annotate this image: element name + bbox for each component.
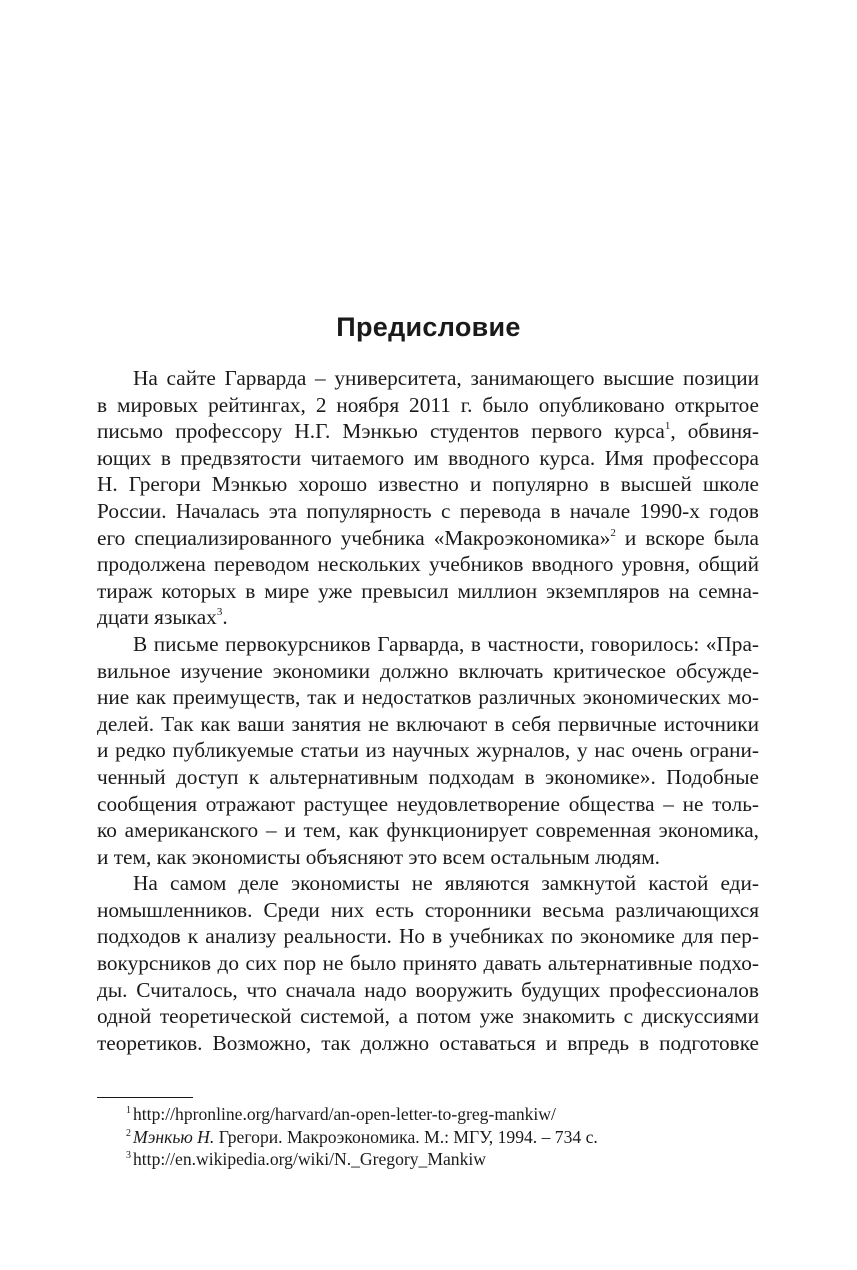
text-line: делей. Так как ваши занятия не включают в себя первичные источники <box>97 711 759 736</box>
footnote-separator <box>97 1097 193 1098</box>
text-line: На самом деле экономисты не являются замкнутой кастой еди- <box>133 871 759 896</box>
text-line: ченный доступ к альтернативным подходам в экономике». Подобные <box>97 764 759 789</box>
text-line: письмо профессору Н.Г. Мэнкью студентов первого курса$^1$, обвиня- <box>97 419 760 444</box>
body-text <box>97 365 759 1056</box>
paragraph <box>97 365 759 631</box>
text-line: На сайте Гарварда – университета, занимающего высшие позиции <box>133 366 759 390</box>
footnote-number: 2 <box>126 1127 131 1139</box>
footnote-text: http://hpronline.org/harvard/an-open-letter-to-greg-mankiw/ <box>133 1104 556 1124</box>
footnote-text: Грегори. Макроэкономика. М.: МГУ, 1994. – 734 с. <box>214 1126 598 1147</box>
footnote-ref: 2 <box>610 526 616 539</box>
text-line: ющих в предвзятости читаемого им вводного курса. Имя профессора <box>97 445 759 470</box>
footnotes <box>126 1103 759 1171</box>
text-line: ды. Считалось, что сначала надо вооружить будущих профессионалов <box>97 977 759 1002</box>
text-line: одной теоретической системой, а потом уже знакомить с дискуссиями <box>97 1004 759 1029</box>
paragraph <box>97 870 759 1056</box>
text-line: продолжена переводом нескольких учебников вводного уровня, общий <box>97 552 759 577</box>
text-line: подходов к анализу реальности. Но в учебниках по экономике для пер- <box>97 924 759 949</box>
footnote <box>126 1103 759 1126</box>
chapter-heading: Предисловие <box>336 312 521 343</box>
footnote <box>126 1126 759 1149</box>
text-line: и тем, как экономисты объясняют это всем остальным людям. <box>97 844 660 869</box>
footnote-author: Мэнкью Н. <box>133 1126 215 1147</box>
text-line: и редко публикуемые статьи из научных журналов, у нас очень ограни- <box>97 738 759 763</box>
footnote-ref: 3 <box>216 606 223 619</box>
text-line: дцати языках$^3$. <box>97 605 228 630</box>
text-line: России. Началась эта популярность с перевода в начале 1990-х годов <box>97 498 759 523</box>
footnote-text: http://en.wikipedia.org/wiki/N._Gregory_Mankiw <box>133 1149 486 1169</box>
paragraph <box>97 631 759 870</box>
footnote-number: 1 <box>126 1105 131 1116</box>
text-line: теоретиков. Возможно, так должно оставаться и впредь в подготовке <box>97 1030 759 1055</box>
text-line: номышленников. Среди них есть сторонники весьма различающихся <box>97 897 759 922</box>
footnote-ref: 1 <box>664 420 671 433</box>
text-line: ко американского – и тем, как функционирует современная экономика, <box>97 818 759 843</box>
text-line: в мировых рейтингах, 2 ноября 2011 г. было опубликовано открытое <box>97 392 759 417</box>
text-line: Н. Грегори Мэнкью хорошо известно и популярно в высшей школе <box>97 472 759 497</box>
text-line: В письме первокурсников Гарварда, в частности, говорилось: «Пра- <box>133 631 759 656</box>
text-line: его специализированного учебника «Макроэкономика»$^2$ и вскоре была <box>97 525 759 550</box>
footnote-number: 3 <box>126 1150 131 1161</box>
text-line: вильное изучение экономики должно включать критическое обсужде- <box>97 658 759 683</box>
text-line: сообщения отражают растущее неудовлетворение общества – не толь- <box>97 791 759 816</box>
text-line: вокурсников до сих пор не было принято давать альтернативные подхо- <box>97 951 759 976</box>
footnote <box>126 1148 759 1171</box>
text-line: ние как преимуществ, так и недостатков различных экономических мо- <box>97 685 759 710</box>
text-line: тираж которых в мире уже превысил миллион экземпляров на семна- <box>97 578 759 603</box>
